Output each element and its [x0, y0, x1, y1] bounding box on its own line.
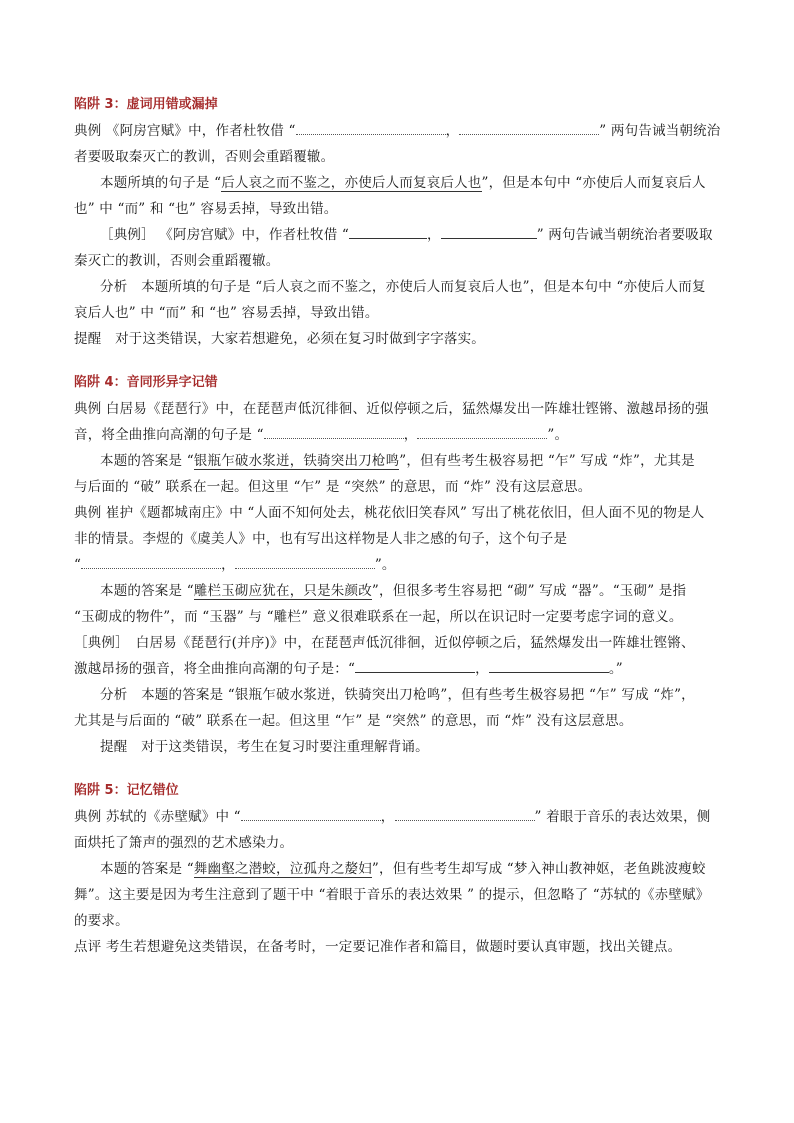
text-line: “玉砌成的物件”，而 “玉器” 与 “雕栏” 意义很难联系在一起，所以在识记时一定要考虑字词的意义。	[74, 609, 683, 625]
text-line: 提醒 对于这类错误，大家若想避免，必须在复习时做到字字落实。	[74, 331, 485, 347]
underlined-answer: 舞幽壑之潜蛟，泣孤舟之嫠妇	[193, 861, 372, 877]
answer-blank[interactable]	[264, 423, 404, 439]
answer-blank[interactable]	[459, 119, 599, 135]
text-span: ，	[475, 661, 489, 677]
text-span: ，	[380, 809, 395, 825]
text-span: ” 两句告诫当朝统治者要吸取	[536, 227, 713, 243]
text-line: ［典例］ 白居易《琵琶行(并序)》中，在琵琶声低沉徘徊，近似停顿之后，猛然爆发出一阵雄壮铿锵、	[74, 635, 695, 651]
underlined-answer: 银瓶乍破水浆迸，铁骑突出刀枪鸣	[193, 453, 400, 469]
text-line: 者要吸取秦灭亡的教训，否则会重蹈覆辙。	[74, 149, 335, 165]
text-span: ”。	[374, 557, 396, 573]
answer-blank[interactable]	[395, 805, 535, 821]
underlined-answer: 后人哀之而不鉴之，亦使后人而复哀后人也	[221, 175, 482, 191]
text-span: 本题的答案是 “	[100, 861, 194, 877]
text-span: ”，但是本句中 “亦使后人而复哀后人	[481, 175, 706, 191]
section-trap-5	[74, 778, 724, 960]
text-line: 舞”。这主要是因为考生注意到了题干中 “着眼于音乐的表达效果 ” 的提示，但忽略了 “苏轼的《赤壁赋》	[74, 887, 710, 903]
text-span: ，	[426, 227, 441, 243]
text-span: ”。	[547, 427, 569, 443]
answer-blank[interactable]	[349, 223, 427, 239]
text-span: ” 着眼于音乐的表达效果，侧	[534, 809, 711, 825]
text-span: 本题所填的句子是 “	[100, 175, 222, 191]
text-line	[74, 448, 724, 474]
section-heading: 陷阱 5：记忆错位	[74, 783, 179, 798]
text-line: 面烘托了箫声的强烈的艺术感染力。	[74, 835, 294, 851]
answer-blank[interactable]	[489, 657, 609, 673]
text-line: 典例 白居易《琵琶行》中，在琵琶声低沉徘徊、近似停顿之后，猛然爆发出一阵雄壮铿锵、激越昂扬的强	[74, 401, 709, 417]
text-span: 本题的答案是 “	[100, 583, 194, 599]
text-span: ，	[403, 427, 418, 443]
text-span: ，	[221, 557, 235, 573]
text-line: 分析 本题所填的句子是 “后人哀之而不鉴之，亦使后人而复哀后人也”，但是本句中 “亦使后人而复	[100, 279, 706, 295]
text-span: ”，但有些考生却写成 “梦入神山教神妪，老鱼跳波瘦蛟	[371, 861, 706, 877]
text-line: 与后面的 “破” 联系在一起。但这里 “乍” 是 “突然” 的意思，而 “炸” 没有这层意思。	[74, 479, 592, 495]
text-line	[74, 578, 724, 604]
answer-blank[interactable]	[296, 119, 446, 135]
document-page	[74, 92, 724, 960]
text-span: 典例 苏轼的《赤壁赋》中 “	[74, 809, 241, 825]
answer-blank[interactable]	[241, 805, 381, 821]
text-line: 非的情景。李煜的《虞美人》中，也有写出这样物是人非之感的句子，这个句子是	[74, 531, 568, 547]
text-span: ” 两句告诫当朝统治	[599, 123, 721, 139]
text-line	[74, 856, 724, 882]
text-line: 分析 本题的答案是 “银瓶乍破水浆迸，铁骑突出刀枪鸣”，但有些考生极容易把 “乍” 写成 “炸”，	[100, 687, 695, 703]
text-span: ，	[445, 123, 460, 139]
text-span: ”，但有些考生极容易把 “乍” 写成 “炸”，尤其是	[399, 453, 695, 469]
text-line: 典例 崔护《题都城南庄》中 “人面不知何处去，桃花依旧笑春风” 写出了桃花依旧，但人面不见的物是人	[74, 505, 705, 521]
text-line	[74, 222, 724, 248]
section-heading: 陷阱 4：音同形异字记错	[74, 375, 218, 390]
text-line	[74, 422, 724, 448]
section-trap-4	[74, 370, 724, 760]
text-span: ［典例］ 《阿房宫赋》中，作者杜牧借 “	[100, 227, 349, 243]
text-span: 音，将全曲推向高潮的句子是 “	[74, 427, 264, 443]
text-line: 也” 中 “而” 和 “也” 容易丢掉，导致出错。	[74, 201, 338, 217]
text-line: 尤其是与后面的 “破” 联系在一起。但这里 “乍” 是 “突然” 的意思，而 “炸” 没有这层意思。	[74, 713, 633, 729]
answer-blank[interactable]	[235, 553, 375, 569]
answer-blank[interactable]	[441, 223, 537, 239]
text-span: “	[74, 557, 82, 573]
underlined-answer: 雕栏玉砌应犹在，只是朱颜改	[193, 583, 372, 599]
text-line	[74, 118, 724, 144]
text-line	[74, 170, 724, 196]
section-heading: 陷阱 3：虚词用错或漏掉	[74, 97, 218, 112]
text-line	[74, 804, 724, 830]
text-line: 点评 考生若想避免这类错误，在备考时，一定要记准作者和篇目，做题时要认真审题，找出关键点。	[74, 939, 682, 955]
section-trap-3	[74, 92, 724, 352]
text-line	[74, 552, 724, 578]
text-line: 的要求。	[74, 913, 129, 929]
text-line: 秦灭亡的教训，否则会重蹈覆辙。	[74, 253, 280, 269]
text-span: 。”	[608, 661, 623, 677]
text-span: 典例 《阿房宫赋》中，作者杜牧借 “	[74, 123, 296, 139]
text-span: 激越昂扬的强音，将全曲推向高潮的句子是：“	[74, 661, 356, 677]
text-line	[74, 656, 724, 682]
text-line: 哀后人也” 中 “而” 和 “也” 容易丢掉，导致出错。	[74, 305, 379, 321]
answer-blank[interactable]	[355, 657, 475, 673]
text-span: 本题的答案是 “	[100, 453, 194, 469]
text-span: ”，但很多考生容易把 “砌” 写成 “器”。“玉砌” 是指	[371, 583, 687, 599]
answer-blank[interactable]	[81, 553, 221, 569]
answer-blank[interactable]	[417, 423, 547, 439]
text-line: 提醒 对于这类错误，考生在复习时要注重理解背诵。	[100, 739, 429, 755]
